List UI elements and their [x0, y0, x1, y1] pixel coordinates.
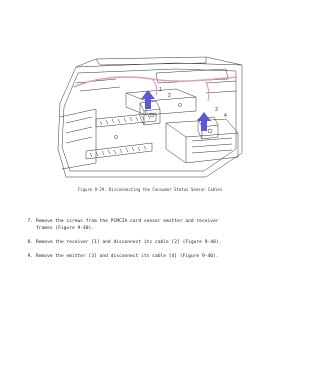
callout-1: 1 — [159, 87, 162, 93]
figure-caption: Figure 9-29. Disconnecting the Consumer Status Sensor Cables — [77, 187, 223, 192]
figure-illustration — [56, 53, 244, 179]
step-item — [22, 240, 282, 247]
step-item — [22, 219, 282, 232]
procedure-steps — [22, 219, 282, 268]
step-number: 8. — [27, 239, 33, 245]
assembly-drawing — [56, 53, 244, 179]
arrow-up-icon-left — [141, 90, 155, 109]
callout-4: 4 — [224, 113, 227, 119]
step-item — [22, 254, 282, 261]
step-text: Remove the screws from the PCMCIA card sensor emitter and receiver frames (Figure 9-40). — [36, 219, 219, 231]
step-number: 7. — [27, 219, 33, 224]
step-text: Remove the receiver [1] and disconnect its cable [2] (Figure 9-40). — [36, 239, 222, 245]
step-number: 9. — [27, 253, 33, 259]
callout-2: 2 — [168, 93, 171, 99]
callout-3: 3 — [215, 107, 218, 113]
step-text: Remove the emitter [3] and disconnect its cable [4] (Figure 9-40). — [36, 253, 219, 259]
